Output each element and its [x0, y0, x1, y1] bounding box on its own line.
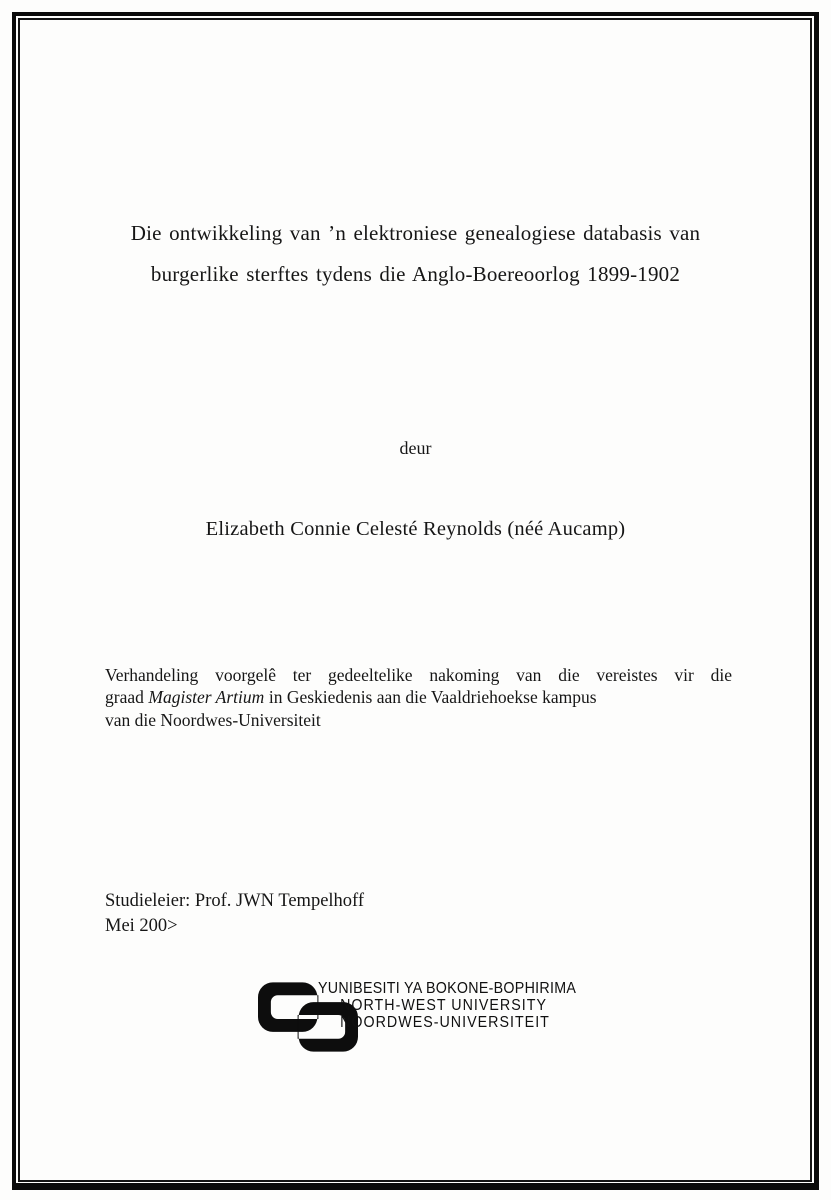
degree-statement-line1: Verhandeling voorgelê ter gedeeltelike nakoming van die vereistes vir die	[105, 665, 732, 685]
supervisor-line: Studieleier: Prof. JWN Tempelhoff	[105, 891, 365, 911]
supervisor-block	[105, 889, 364, 938]
byline: deur	[399, 438, 432, 458]
university-logo	[258, 977, 578, 1052]
thesis-title-line1: Die ontwikkeling van ’n elektroniese genealogiese databasis van	[130, 221, 701, 245]
thesis-title	[60, 213, 771, 295]
author-name: Elizabeth Connie Celesté Reynolds (néé Aucamp)	[205, 518, 626, 540]
university-logo-text	[318, 981, 576, 1031]
degree-statement-line2	[105, 686, 732, 708]
degree-statement-line3: van die Noordwes-Universiteit	[105, 709, 321, 730]
degree-name-italic: Magister Artium	[148, 687, 265, 708]
date-line: Mei 200>	[105, 915, 178, 936]
degree-statement-line2-prefix: graad	[105, 687, 144, 708]
university-name-setswana: YUNIBESITI YA BOKONE-BOPHIRIMA	[318, 980, 577, 997]
degree-statement-line2-suffix: in Geskiedenis aan die Vaaldriehoekse kampus	[268, 687, 597, 708]
university-name-english: NORTH-WEST UNIVERSITY	[340, 996, 547, 1014]
degree-statement	[105, 664, 732, 731]
thesis-title-line2: burgerlike sterftes tydens die Anglo-Boereoorlog 1899-1902	[150, 262, 681, 286]
university-name-afrikaans: NOORDWES-UNIVERSITEIT	[340, 1013, 550, 1031]
